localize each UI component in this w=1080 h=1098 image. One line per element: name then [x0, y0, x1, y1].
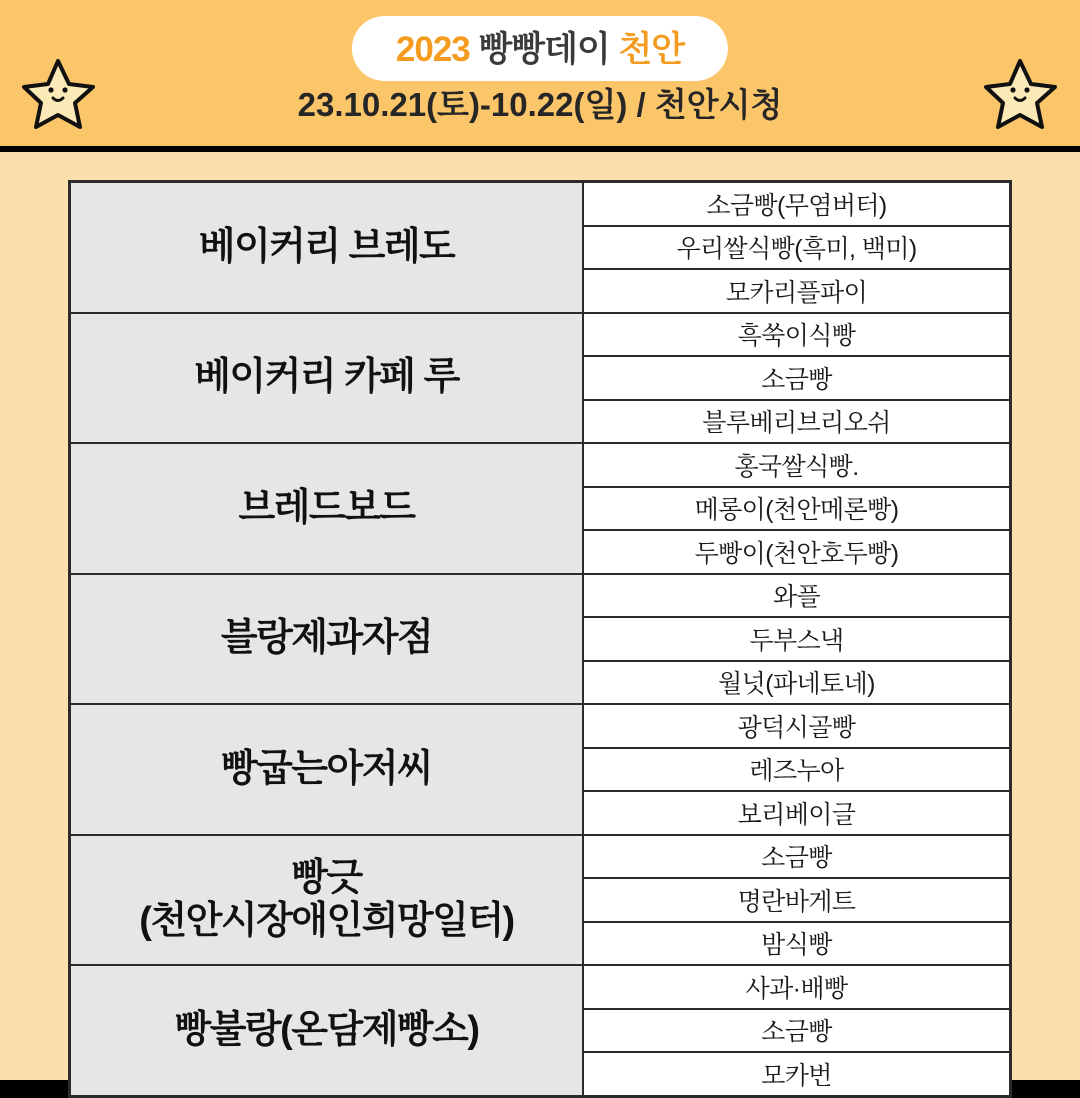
- item-cell: 소금빵: [583, 1009, 1011, 1053]
- shop-name: 브레드보드: [238, 486, 415, 529]
- table-row: [70, 704, 1011, 748]
- title-city: 천안: [618, 30, 685, 69]
- item-cell: 와플: [583, 574, 1011, 618]
- event-subtitle: 23.10.21(토)-10.22(일) / 천안시청: [297, 86, 783, 123]
- item-cell: 홍국쌀식빵.: [583, 443, 1011, 487]
- item-cell: 소금빵: [583, 835, 1011, 879]
- item-cell: 소금빵(무염버터): [583, 182, 1011, 226]
- item-cell: 우리쌀식빵(흑미, 백미): [583, 226, 1011, 270]
- shop-name: 빵긋: [291, 857, 362, 900]
- item-cell: 두부스낵: [583, 617, 1011, 661]
- shop-name: 빵불랑(온담제빵소): [174, 1008, 479, 1051]
- bakery-table: [68, 180, 1012, 1098]
- shop-name: 빵굽는아저씨: [220, 747, 433, 790]
- item-cell: 모카번: [583, 1052, 1011, 1096]
- shop-name-cell: [70, 443, 584, 574]
- table-row: [70, 182, 1011, 226]
- title-main: 빵빵데이: [469, 30, 619, 69]
- shop-name-cell: [70, 313, 584, 444]
- shop-name-cell: [70, 182, 584, 313]
- item-cell: 블루베리브리오쉬: [583, 400, 1011, 444]
- star-icon: [22, 58, 96, 130]
- item-cell: 밤식빵: [583, 922, 1011, 966]
- item-cell: 메롱이(천안메론빵): [583, 487, 1011, 531]
- item-cell: 월넛(파네토네): [583, 661, 1011, 705]
- item-cell: 흑쑥이식빵: [583, 313, 1011, 357]
- table-row: [70, 574, 1011, 618]
- shop-name-cell: [70, 835, 584, 966]
- shop-name: 베이커리 카페 루: [194, 356, 459, 399]
- item-cell: 광덕시골빵: [583, 704, 1011, 748]
- item-cell: 명란바게트: [583, 878, 1011, 922]
- table-body: [70, 182, 1011, 1097]
- table-row: [70, 835, 1011, 879]
- item-cell: 두빵이(천안호두빵): [583, 530, 1011, 574]
- shop-name-secondary: (천안시장애인희망일터): [139, 899, 514, 942]
- poster-body: [0, 152, 1080, 1090]
- shop-name-cell: [70, 704, 584, 835]
- title-year: 2023: [395, 30, 470, 69]
- item-cell: 레즈누아: [583, 748, 1011, 792]
- poster-header: [0, 0, 1080, 152]
- shop-name: 블랑제과자점: [220, 617, 433, 660]
- table-row: [70, 443, 1011, 487]
- shop-name: 베이커리 브레도: [198, 225, 455, 268]
- star-icon: [984, 58, 1058, 130]
- shop-name-cell: [70, 965, 584, 1096]
- table-row: [70, 965, 1011, 1009]
- shop-name-cell: [70, 574, 584, 705]
- item-cell: 보리베이글: [583, 791, 1011, 835]
- item-cell: 사과·배빵: [583, 965, 1011, 1009]
- item-cell: 모카리플파이: [583, 269, 1011, 313]
- page-title: [352, 16, 728, 81]
- item-cell: 소금빵: [583, 356, 1011, 400]
- table-row: [70, 313, 1011, 357]
